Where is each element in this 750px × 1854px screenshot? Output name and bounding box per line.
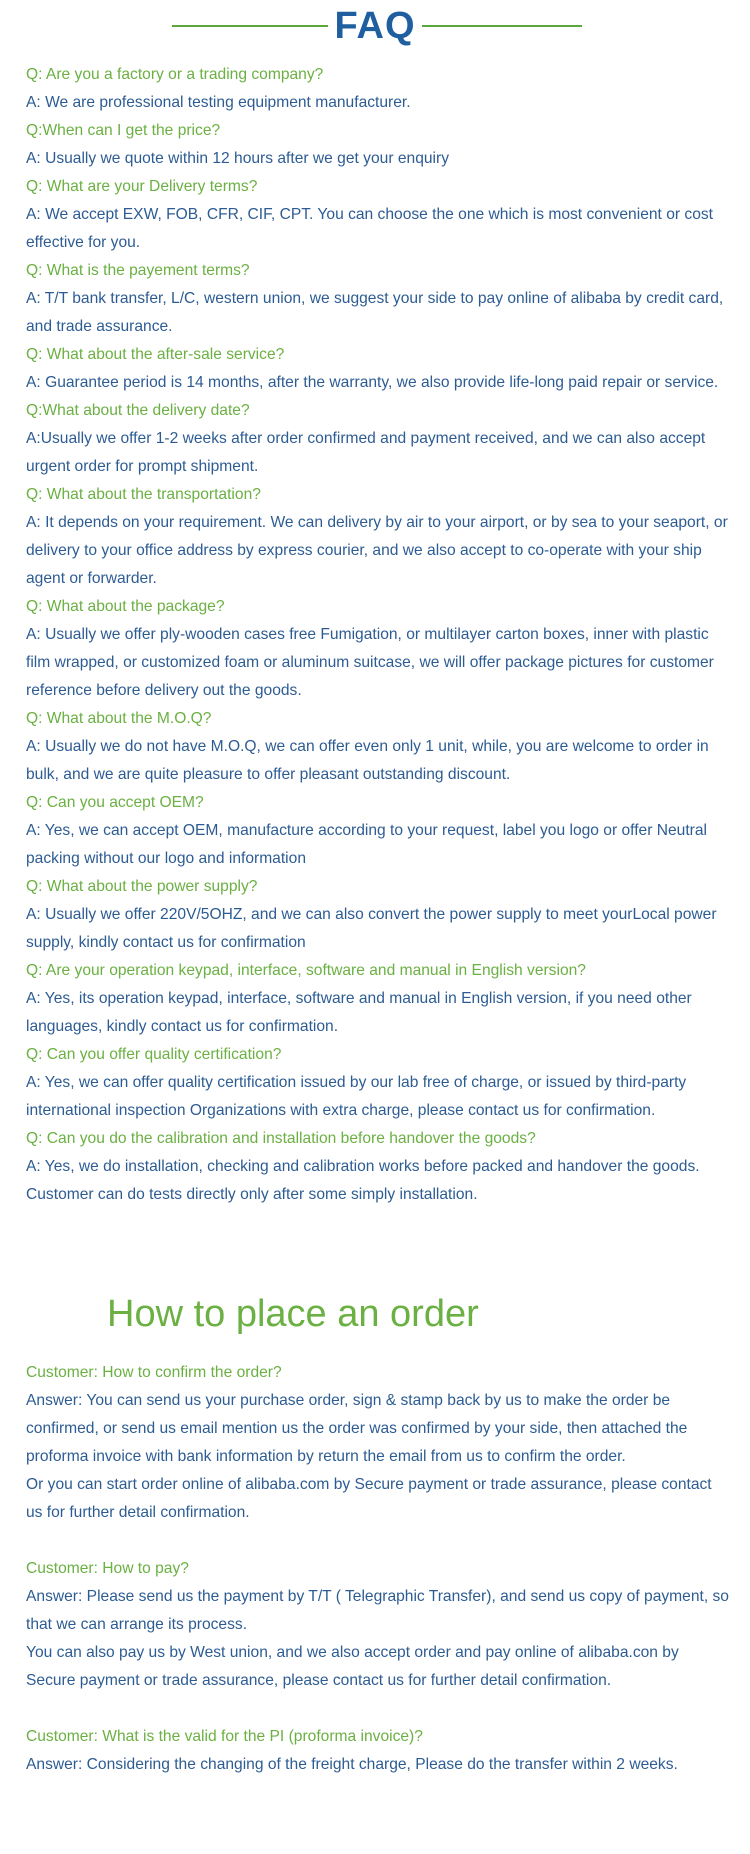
faq-question: Q: Can you do the calibration and installation before handover the goods? [26,1130,536,1147]
faq-header [0,0,750,56]
faq-question: Q: Are you a factory or a trading company? [26,66,324,83]
faq-item [26,117,732,173]
order-question: Customer: How to pay? [26,1560,189,1577]
faq-answer: A: Usually we offer ply-wooden cases free Fumigation, or multilayer carton boxes, inner with plastic film wrapped, or customized foam or aluminum suitcase, we will offer package pictures for customer reference before delivery out the goods. [26,626,714,699]
faq-question: Q: What about the transportation? [26,486,261,503]
faq-question: Q: What is the payement terms? [26,262,250,279]
faq-answer: A: Usually we quote within 12 hours after we get your enquiry [26,150,449,167]
faq-item [26,1125,732,1209]
faq-header-right-rule [422,25,582,27]
faq-item [26,61,732,117]
order-item [26,1723,732,1779]
faq-list [26,61,732,1209]
faq-title: FAQ [334,5,416,47]
faq-question: Q: Can you accept OEM? [26,794,204,811]
faq-item [26,341,732,397]
faq-item [26,593,732,705]
order-answer: You can also pay us by West union, and we also accept order and pay online of alibaba.con by Secure payment or trade assurance, please contact us for further detail confirmation. [26,1644,679,1689]
faq-answer: A: We accept EXW, FOB, CFR, CIF, CPT. You can choose the one which is most convenient or cost effective for you. [26,206,714,251]
faq-item [26,789,732,873]
faq-item [26,1041,732,1125]
order-item [26,1359,732,1527]
faq-answer: A: Yes, we can accept OEM, manufacture according to your request, label you logo or offer Neutral packing without our logo and information [26,822,708,867]
faq-question: Q:When can I get the price? [26,122,221,139]
faq-answer: A: It depends on your requirement. We can delivery by air to your airport, or by sea to your seaport, or delivery to your office address by express courier, and we also accept to co-operate with your ship agent or forwarder. [26,514,728,587]
faq-answer: A: Yes, we can offer quality certification issued by our lab free of charge, or issued by third-party international inspection Organizations with extra charge, please contact us for confirmation. [26,1074,687,1119]
faq-question: Q: What about the power supply? [26,878,258,895]
faq-question: Q:What about the delivery date? [26,402,250,419]
faq-answer: A: We are professional testing equipment manufacturer. [26,94,411,111]
faq-question: Q: What about the package? [26,598,225,615]
faq-answer: A: Usually we offer 220V/5OHZ, and we can also convert the power supply to meet yourLocal power supply, kindly contact us for confirmation [26,906,717,951]
faq-item [26,173,732,257]
faq-header-left-rule [172,25,328,27]
faq-item [26,397,732,481]
order-answer: Answer: Please send us the payment by T/T ( Telegraphic Transfer), and send us copy of payment, so that we can arrange its process. [26,1588,729,1633]
faq-item [26,873,732,957]
order-item [26,1555,732,1695]
faq-answer: A: T/T bank transfer, L/C, western union, we suggest your side to pay online of alibaba by credit card, and trade assurance. [26,290,724,335]
order-question: Customer: What is the valid for the PI (proforma invoice)? [26,1728,423,1745]
faq-answer: A: Yes, its operation keypad, interface, software and manual in English version, if you need other languages, kindly contact us for confirmation. [26,990,692,1035]
faq-question: Q: What are your Delivery terms? [26,178,258,195]
faq-answer: A: Yes, we do installation, checking and calibration works before packed and handover the goods. Customer can do tests directly only after some simply installation. [26,1158,700,1203]
order-answer: Or you can start order online of alibaba.com by Secure payment or trade assurance, please contact us for further detail confirmation. [26,1476,712,1521]
faq-item [26,257,732,341]
faq-question: Q: What about the after-sale service? [26,346,285,363]
order-question: Customer: How to confirm the order? [26,1364,282,1381]
faq-answer: A: Usually we do not have M.O.Q, we can offer even only 1 unit, while, you are welcome to order in bulk, and we are quite pleasure to offer pleasant outstanding discount. [26,738,709,783]
faq-item [26,705,732,789]
order-list [26,1359,732,1779]
faq-answer: A: Guarantee period is 14 months, after the warranty, we also provide life-long paid repair or service. [26,374,719,391]
faq-question: Q: Are your operation keypad, interface, software and manual in English version? [26,962,586,979]
faq-question: Q: What about the M.O.Q? [26,710,212,727]
faq-answer: A:Usually we offer 1-2 weeks after order confirmed and payment received, and we can also accept urgent order for prompt shipment. [26,430,706,475]
order-answer: Answer: You can send us your purchase order, sign & stamp back by us to make the order be confirmed, or send us email mention us the order was confirmed by your side, then attached the proforma invoice with bank information by return the email from us to confirm the order. [26,1392,688,1465]
faq-item [26,957,732,1041]
faq-item [26,481,732,593]
order-answer: Answer: Considering the changing of the freight charge, Please do the transfer within 2 weeks. [26,1756,678,1773]
faq-question: Q: Can you offer quality certification? [26,1046,282,1063]
order-section-heading: How to place an order [107,1293,479,1335]
